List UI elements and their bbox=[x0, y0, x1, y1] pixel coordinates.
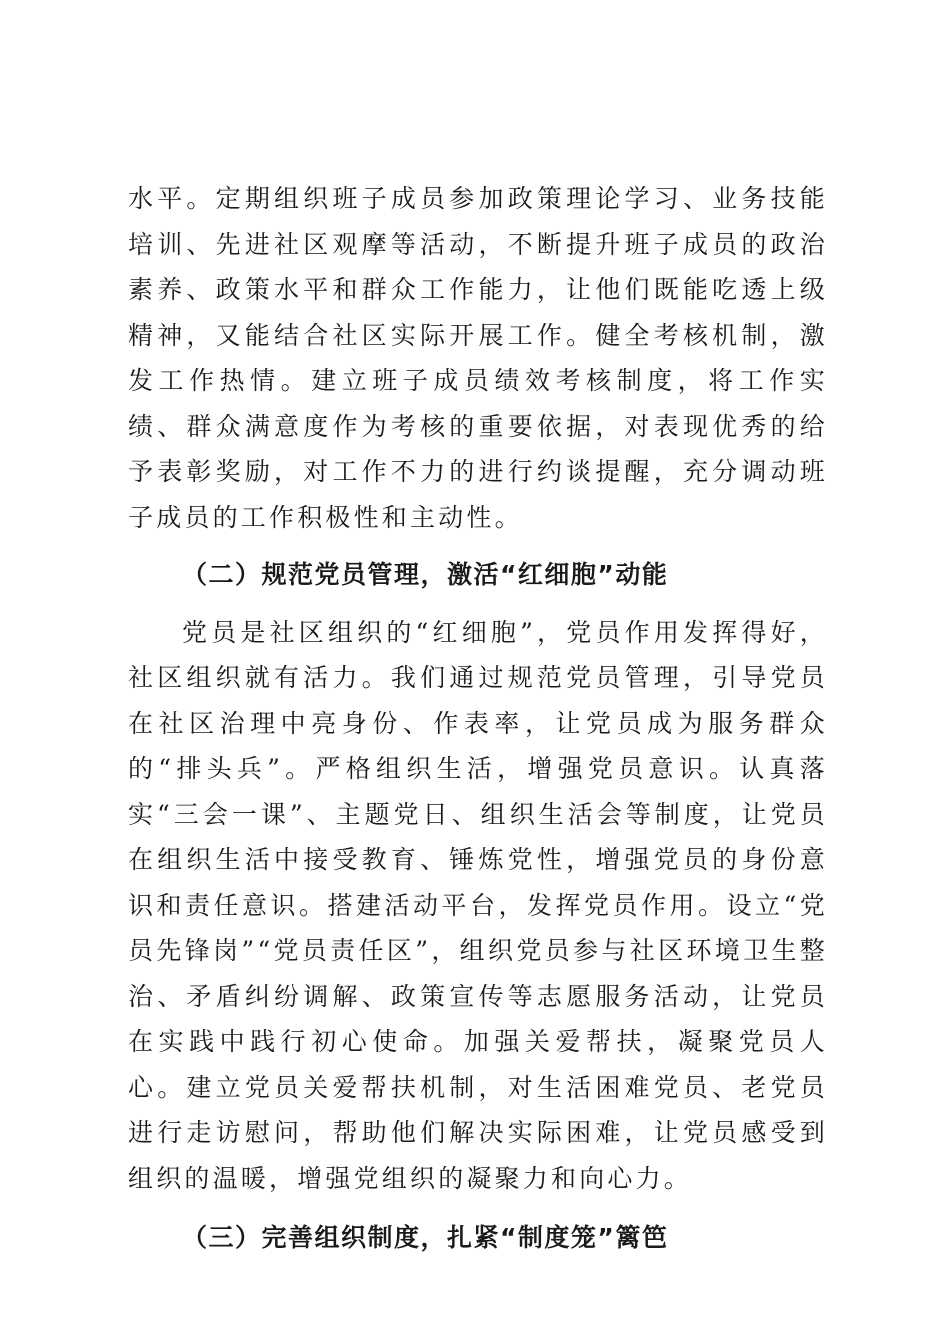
paragraph-continued: 水平。定期组织班子成员参加政策理论学习、业务技能培训、先进社区观摩等活动，不断提升班子成员的政治素养、政策水平和群众工作能力，让他们既能吃透上级精神，又能结合社区实际开展工作。健全考核机制，激发工作热情。建立班子成员绩效考核制度，将工作实绩、群众满意度作为考核的重要依据，对表现优秀的给予表彰奖励，对工作不力的进行约谈提醒，充分调动班子成员的工作积极性和主动性。 bbox=[128, 184, 828, 532]
document-page bbox=[128, 176, 828, 1273]
section-heading-2: （二）规范党员管理，激活“红细胞”动能 bbox=[182, 560, 669, 589]
section-heading-3: （三）完善组织制度，扎紧“制度笼”篱笆 bbox=[182, 1223, 669, 1252]
paragraph-party-members: 党员是社区组织的“红细胞”，党员作用发挥得好，社区组织就有活力。我们通过规范党员管理，引导党员在社区治理中亮身份、作表率，让党员成为服务群众的“排头兵”。严格组织生活，增强党员意识。认真落实“三会一课”、主题党日、组织生活会等制度，让党员在组织生活中接受教育、锤炼党性，增强党员的身份意识和责任意识。搭建活动平台，发挥党员作用。设立“党员先锋岗”“党员责任区”，组织党员参与社区环境卫生整治、矛盾纠纷调解、政策宣传等志愿服务活动，让党员在实践中践行初心使命。加强关爱帮扶，凝聚党员人心。建立党员关爱帮扶机制，对生活困难党员、老党员进行走访慰问，帮助他们解决实际困难，让党员感受到组织的温暖，增强党组织的凝聚力和向心力。 bbox=[128, 617, 828, 1193]
